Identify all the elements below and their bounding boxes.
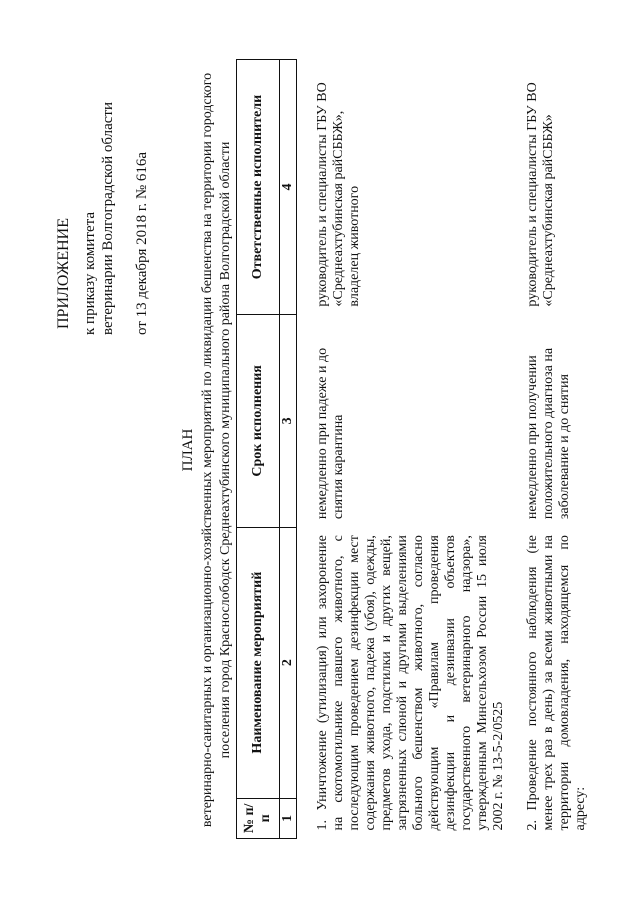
plan-table xyxy=(236,59,589,839)
table-row xyxy=(507,60,589,839)
header-deadline: Срок исполнения xyxy=(237,315,280,528)
header-measure: Наименование мероприятий xyxy=(237,527,280,798)
row-measure-text: Проведение постоянного наблюдения (не менее трех раз в день) за всеми животными на территории домовладения, находящемся по адресу: xyxy=(525,535,588,831)
column-index: 1 xyxy=(280,798,297,838)
row-measure xyxy=(507,527,589,838)
column-index: 4 xyxy=(280,60,297,315)
appendix-date: от 13 декабря 2018 г. № 616а xyxy=(134,151,150,335)
plan-block xyxy=(180,55,589,845)
row-measure xyxy=(297,527,508,838)
table-index-row xyxy=(280,60,297,839)
row-measure-text: Уничтожение (утилизация) или захоронение на скотомогильнике павшего животного, с последующим проведением дезинфекции мест содержания животного, падежа (убоя), одежды, предметов ухода, подстилки и других вещей, загрязненных слюной и другими выделениями больного бешенством животного, согласно действующим «Правилам проведения дезинфекции и дезинвазии объектов государственного ветеринарного надзора», утвержденным Минсельхозом России 15 июля 2002 г. № 13-5-2/0525 xyxy=(315,535,506,831)
row-number: 2. xyxy=(525,820,540,831)
row-responsible: руководитель и специалисты ГБУ ВО «Среднеахтубинская райСББЖ» xyxy=(525,82,556,307)
plan-title: ПЛАН xyxy=(180,428,196,472)
appendix-title: ПРИЛОЖЕНИЕ xyxy=(55,217,72,329)
row-responsible: руководитель и специалисты ГБУ ВО «Среднеахтубинская райСББЖ», владелец животного xyxy=(315,82,362,307)
table-row xyxy=(297,60,508,839)
header-responsible: Ответственные исполнители xyxy=(237,60,280,315)
row-deadline: немедленно при падеже и до снятия карантина xyxy=(315,347,346,520)
plan-subtitle-line1: ветеринарно-санитарных и организационно-хозяйственных мероприятий по ликвидации бешенства на территории городского xyxy=(200,72,215,828)
appendix-block xyxy=(55,55,151,335)
row-number: 1. xyxy=(315,820,330,831)
appendix-committee-line: ветеринарии Волгоградской области xyxy=(100,102,116,335)
column-index: 2 xyxy=(280,527,297,798)
row-deadline: немедленно при получении положительного диагноза на заболевание и до снятия xyxy=(525,347,572,520)
plan-subtitle-line2: поселения город Краснослободск Среднеахтубинского муниципального района Волгоградской области xyxy=(218,141,233,759)
column-index: 3 xyxy=(280,315,297,528)
table-header-row xyxy=(237,60,280,839)
header-number: № п/п xyxy=(237,798,280,838)
appendix-order-line: к приказу комитета xyxy=(82,211,98,335)
